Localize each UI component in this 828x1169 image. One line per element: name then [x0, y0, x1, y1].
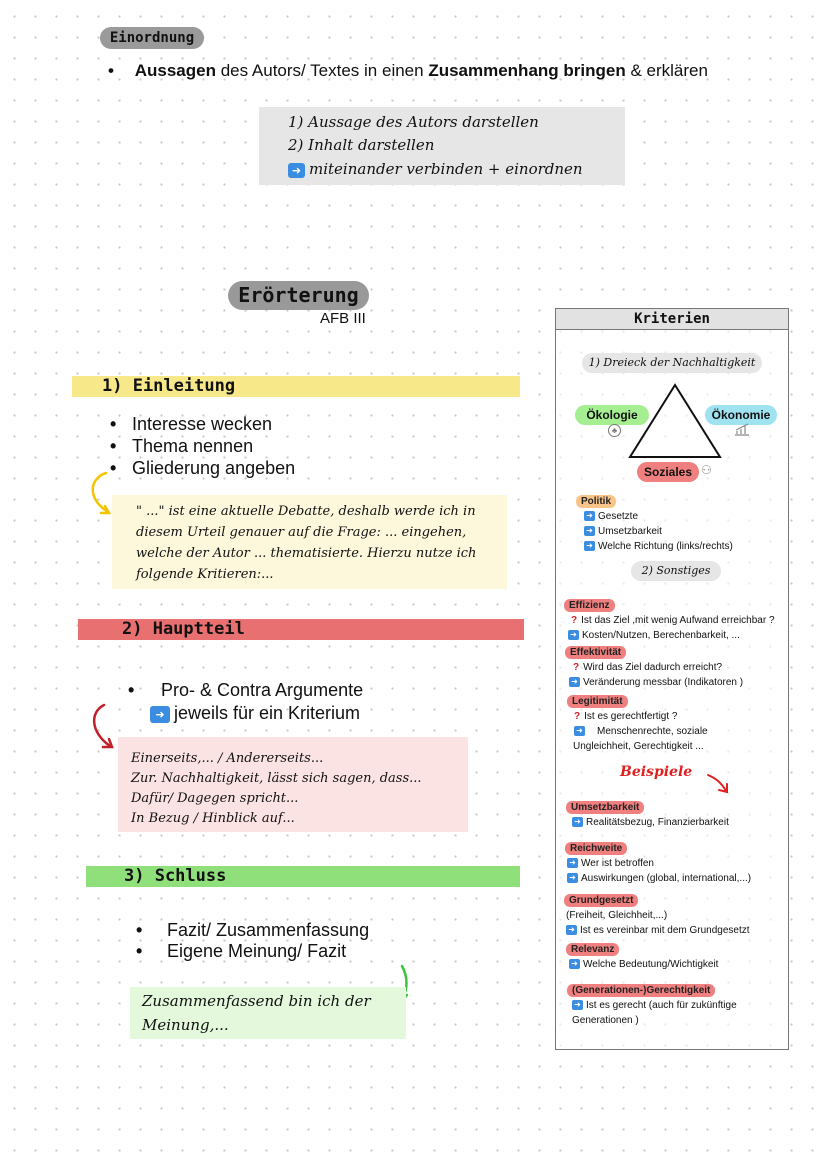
grundgesetzt-answer-2	[566, 923, 750, 938]
hauptteil-heading: 2) Hauptteil	[122, 619, 245, 639]
politik-item-1	[584, 509, 733, 524]
einleitung-bullet-2: • Thema nennen	[110, 436, 254, 456]
relevanz-tag: Relevanz	[566, 943, 619, 956]
hauptteil-example-line-1: Einerseits,... / Andererseits...	[131, 751, 324, 766]
effektivitaet-tag: Effektivität	[565, 646, 626, 659]
einleitung-bullet-1-text: Interesse wecken	[132, 414, 273, 434]
einleitung-example-line-3: welche der Autor ... thematisierte. Hierzu nutze ich	[136, 546, 477, 561]
einordnung-bullet: • Aussagen des Autors/ Textes in einen Zusammenhang bringen & erklären	[108, 61, 708, 80]
effektivitaet-block	[565, 642, 743, 690]
reichweite-answer-2	[567, 871, 751, 886]
einordnung-step-1: 1) Aussage des Autors darstellen	[288, 113, 539, 131]
right-arrow-icon: ➜	[569, 677, 580, 687]
oekologie-label: Ökologie	[575, 405, 649, 425]
relevanz-answer	[569, 957, 718, 972]
legitimitaet-question-text: Ist es gerechtfertigt ?	[584, 711, 678, 722]
legitimitaet-answer-2: Ungleichheit, Gerechtigkeit ...	[573, 741, 704, 752]
relevanz-block	[566, 939, 718, 972]
right-arrow-icon: ➜	[150, 706, 170, 723]
einordnung-bold1: Aussagen	[134, 61, 216, 80]
politik-item-2	[584, 524, 733, 539]
reichweite-answer-2-text: Auswirkungen (global, international,...)	[581, 873, 752, 884]
afb-label: AFB III	[320, 310, 366, 327]
generationen-block	[567, 980, 737, 1028]
effizienz-question	[571, 613, 775, 628]
schluss-example-line-2: Meinung,...	[142, 1016, 229, 1034]
einordnung-text2: & erklären	[625, 61, 708, 80]
right-arrow-icon: ➜	[567, 858, 578, 868]
right-arrow-icon: ➜	[288, 163, 305, 178]
arrow-down-right-icon	[705, 772, 731, 796]
hauptteil-sub-text: jeweils für ein Kriterium	[174, 703, 361, 723]
einleitung-example-line-1: " ..." ist eine aktuelle Debatte, deshalb werde ich in	[136, 504, 476, 519]
effektivitaet-question	[573, 660, 743, 675]
einleitung-bullet-2-text: Thema nennen	[132, 436, 254, 456]
question-mark-icon: ?	[573, 662, 580, 673]
einleitung-bullet-1: • Interesse wecken	[110, 414, 273, 434]
einleitung-bullet-3: • Gliederung angeben	[110, 458, 296, 478]
hauptteil-example-box	[118, 737, 468, 832]
legitimitaet-block	[567, 691, 708, 754]
einleitung-heading: 1) Einleitung	[102, 376, 236, 396]
einleitung-example-line-4: folgende Kritieren:...	[136, 567, 274, 582]
politik-item-3-text: Welche Richtung (links/rechts)	[598, 541, 733, 552]
chart-icon	[734, 423, 750, 436]
right-arrow-icon: ➜	[569, 959, 580, 969]
schluss-bullet-2-text: Eigene Meinung/ Fazit	[167, 941, 347, 961]
right-arrow-icon: ➜	[567, 873, 578, 883]
umsetzbarkeit-answer	[572, 815, 729, 830]
schluss-heading: 3) Schluss	[124, 866, 227, 886]
effizienz-block	[564, 595, 775, 643]
umsetzbarkeit-block	[566, 797, 729, 830]
right-arrow-icon: ➜	[572, 1000, 583, 1010]
schluss-heading-bar	[86, 866, 520, 887]
eroerterung-title: Erörterung	[228, 281, 369, 310]
einordnung-bold2: Zusammenhang bringen	[428, 61, 626, 80]
relevanz-answer-text: Welche Bedeutung/Wichtigkeit	[583, 959, 719, 970]
effizienz-answer	[568, 628, 775, 643]
politik-item-3	[584, 539, 733, 554]
einleitung-example-line-2: diesem Urteil genauer auf die Frage: ... eingehen,	[136, 525, 467, 540]
grundgesetzt-block	[564, 890, 750, 938]
reichweite-tag: Reichweite	[565, 842, 627, 855]
politik-block	[576, 491, 733, 554]
right-arrow-icon: ➜	[584, 526, 595, 536]
schluss-example-line-1: Zusammenfassend bin ich der	[142, 992, 371, 1010]
effizienz-question-text: Ist das Ziel ,mit wenig Aufwand erreichbar ?	[581, 615, 775, 626]
schluss-bullet-1-text: Fazit/ Zusammenfassung	[167, 920, 370, 940]
right-arrow-icon: ➜	[584, 541, 595, 551]
right-arrow-icon: ➜	[568, 630, 579, 640]
effizienz-tag: Effizienz	[564, 599, 615, 612]
reichweite-answer-1	[567, 856, 751, 871]
reichweite-block	[565, 838, 751, 886]
hauptteil-sub	[150, 703, 360, 724]
dreieck-label: 1) Dreieck der Nachhaltigkeit	[582, 353, 762, 373]
einleitung-example-box	[112, 495, 507, 589]
kriterien-header: Kriterien	[556, 309, 788, 330]
umsetzbarkeit-answer-text: Realitätsbezug, Finanzierbarkeit	[586, 817, 729, 828]
right-arrow-icon: ➜	[584, 511, 595, 521]
politik-item-1-text: Gesetzte	[598, 511, 639, 522]
schluss-bullet-2: • Eigene Meinung/ Fazit	[136, 941, 347, 961]
right-arrow-icon: ➜	[566, 925, 577, 935]
einordnung-title: Einordnung	[100, 27, 204, 49]
legitimitaet-tag: Legitimität	[567, 695, 628, 708]
effektivitaet-question-text: Wird das Ziel dadurch erreicht?	[583, 662, 723, 673]
effizienz-answer-text: Kosten/Nutzen, Berechenbarkeit, ...	[582, 630, 740, 641]
schluss-bullet-1: • Fazit/ Zusammenfassung	[136, 920, 370, 940]
right-arrow-icon: ➜	[574, 726, 585, 736]
generationen-answer-1	[572, 998, 737, 1013]
umsetzbarkeit-tag: Umsetzbarkeit	[566, 801, 644, 814]
oekonomie-label: Ökonomie	[705, 405, 777, 425]
right-arrow-icon: ➜	[572, 817, 583, 827]
einleitung-bullet-3-text: Gliederung angeben	[132, 458, 296, 478]
grundgesetzt-answer-2-text: Ist es vereinbar mit dem Grundgesetzt	[580, 925, 750, 936]
hauptteil-heading-bar	[78, 619, 524, 640]
einordnung-steps-box	[259, 107, 625, 185]
leaf-icon: ♣	[608, 424, 621, 437]
hauptteil-bullet: • Pro- & Contra Argumente	[128, 680, 364, 700]
question-mark-icon: ?	[571, 615, 578, 626]
einordnung-step-2: 2) Inhalt darstellen	[288, 136, 435, 154]
legitimitaet-question	[574, 709, 708, 724]
schluss-example-box	[130, 987, 406, 1039]
people-icon: ⚇	[701, 463, 712, 477]
hauptteil-bullet-text: Pro- & Contra Argumente	[161, 680, 364, 700]
effektivitaet-answer	[569, 675, 743, 690]
hauptteil-example-line-2: Zur. Nachhaltigkeit, lässt sich sagen, dass...	[131, 771, 422, 786]
sonstiges-label: 2) Sonstiges	[631, 561, 721, 581]
curved-arrow-icon	[86, 702, 122, 752]
reichweite-answer-1-text: Wer ist betroffen	[581, 858, 654, 869]
einordnung-step-3: miteinander verbinden + einordnen	[309, 160, 583, 178]
generationen-answer-2: Generationen )	[572, 1015, 639, 1026]
legitimitaet-answer-1	[574, 724, 708, 739]
beispiele-label: Beispiele	[620, 764, 693, 780]
question-mark-icon: ?	[574, 711, 581, 722]
generationen-tag: (Generationen-)Gerechtigkeit	[567, 984, 715, 997]
hauptteil-example-line-3: Dafür/ Dagegen spricht...	[131, 791, 299, 806]
einordnung-text1: des Autors/ Textes in einen	[215, 61, 429, 80]
politik-item-2-text: Umsetzbarkeit	[598, 526, 662, 537]
einleitung-heading-bar	[72, 376, 520, 397]
politik-tag: Politik	[576, 495, 616, 508]
einordnung-step-3-row	[288, 158, 583, 181]
legitimitaet-answer-1-text: Menschenrechte, soziale	[597, 726, 708, 737]
effektivitaet-answer-text: Veränderung messbar (Indikatoren )	[583, 677, 744, 688]
generationen-answer-1-text: Ist es gerecht (auch für zukünftige	[586, 1000, 737, 1011]
grundgesetzt-answer-1: (Freiheit, Gleichheit,...)	[566, 910, 668, 921]
grundgesetzt-tag: Grundgesetzt	[564, 894, 638, 907]
soziales-label: Soziales	[637, 462, 699, 482]
hauptteil-example-line-4: In Bezug / Hinblick auf...	[131, 811, 295, 826]
